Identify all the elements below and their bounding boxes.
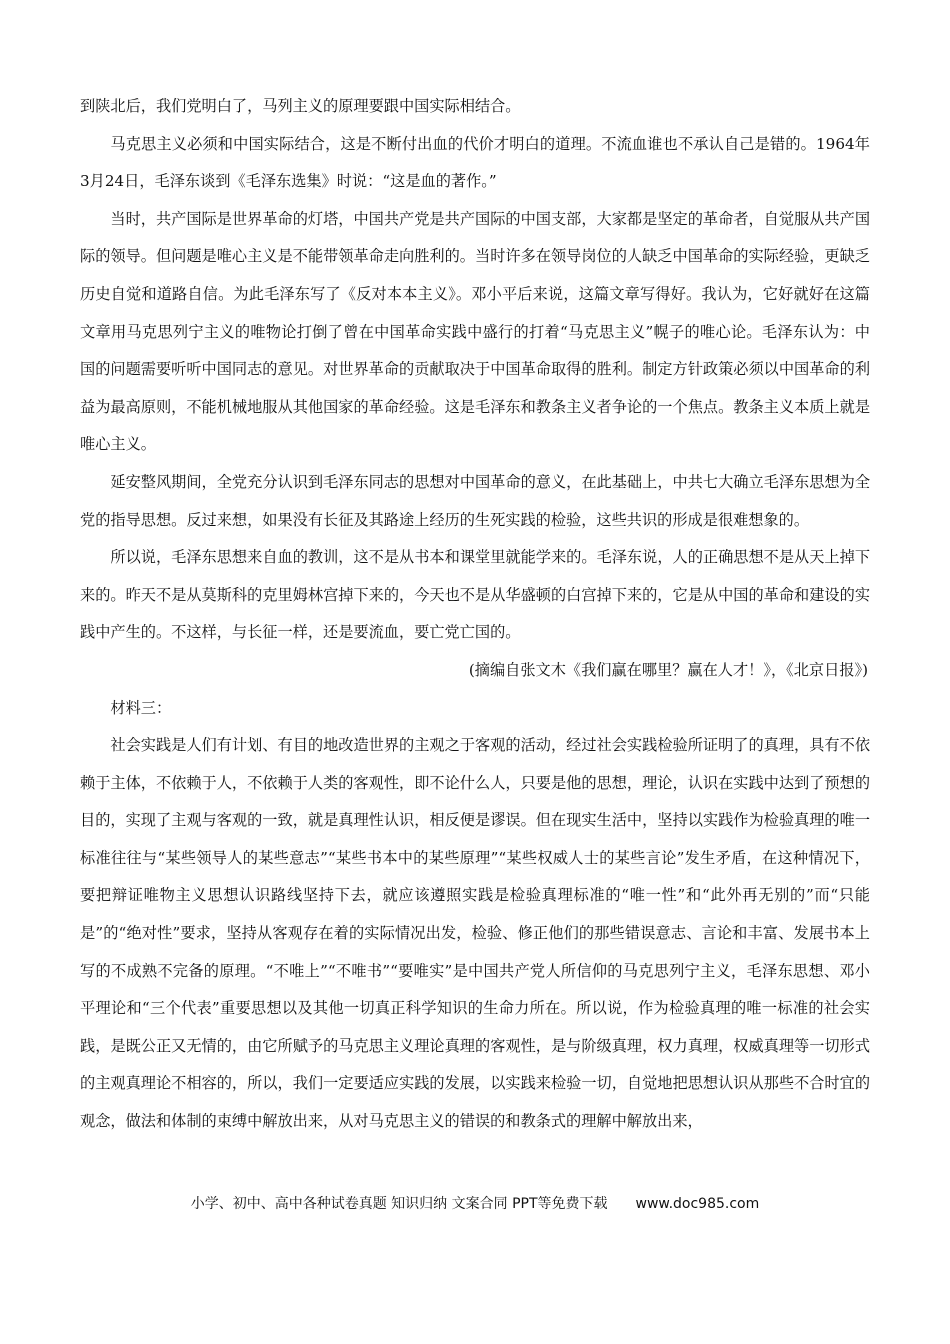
paragraph-5: 所以说，毛泽东思想来自血的教训，这不是从书本和课堂里就能学来的。毛泽东说，人的正确思想不是从天上掉下来的。昨天不是从莫斯科的克里姆林宫掉下来的，今天也不是从华盛顿的白宫掉下来的，它是从中国的革命和建设的实践中产生的。不这样，与长征一样，还是要流血，要亡党亡国的。: [80, 548, 870, 642]
paragraph-material-three: 社会实践是人们有计划、有目的地改造世界的主观之于客观的活动，经过社会实践检验所证明了的真理，具有不依赖于主体，不依赖于人，不依赖于人类的客观性，即不论什么人，只要是他的思想，理论，认识在实践中达到了预想的目的，实现了主观与客观的一致，就是真理性认识，相反便是谬误。但在现实生活中，坚持以实践作为检验真理的唯一标准往往与“某些领导人的某些意志”“某些书本中的某些原理”“某些权威人士的某些言论”发生矛盾，在这种情况下，要把辩证唯物主义思想认识路线坚持下去，就应该遵照实践是检验真理标准的“唯一性”和“此外再无别的”而“只能是”的“绝对性”要求，坚持从客观存在着的实际情况出发，检验、修正他们的那些错误意志、言论和丰富、发展书本上写的不成熟不完备的原理。“不唯上”“不唯书”“要唯实”是中国共产党人所信仰的马克思列宁主义，毛泽东思想、邓小平理论和“三个代表”重要思想以及其他一切真正科学知识的生命力所在。所以说，作为检验真理的唯一标准的社会实践，是既公正又无情的，由它所赋予的马克思主义理论真理的客观性，是与阶级真理，权力真理，权威真理等一切形式的主观真理论不相容的，所以，我们一定要适应实践的发展，以实践来检验一切，自觉地把思想认识从那些不合时宜的观念，做法和体制的束缚中解放出来，从对马克思主义的错误的和教条式的理解中解放出来，: [80, 736, 870, 1131]
page-footer: [0, 1193, 950, 1213]
paragraph-2: 马克思主义必须和中国实际结合，这是不断付出血的代价才明白的道理。不流血谁也不承认自己是错的。1964年3月24日，毛泽东谈到《毛泽东选集》时说：“这是血的著作。”: [80, 134, 870, 191]
source-citation: (摘编自张文木《我们赢在哪里？赢在人才！》，《北京日报》): [468, 660, 868, 679]
footer-text: 小学、初中、高中各种试卷真题 知识归纳 文案合同 PPT等免费下载: [190, 1196, 608, 1212]
paragraph-3: 当时，共产国际是世界革命的灯塔，中国共产党是共产国际的中国支部，大家都是坚定的革命者，自觉服从共产国际的领导。但问题是唯心主义是不能带领革命走向胜利的。当时许多在领导岗位的人缺乏中国革命的实际经验，更缺乏历史自觉和道路自信。为此毛泽东写了《反对本本主义》。邓小平后来说，这篇文章写得好。我认为，它好就好在这篇文章用马克思列宁主义的唯物论打倒了曾在中国革命实践中盛行的打着“马克思主义”幌子的唯心论。毛泽东认为：中国的问题需要听听中国同志的意见。对世界革命的贡献取决于中国革命取得的胜利。制定方针政策必须以中国革命的利益为最高原则，不能机械地服从其他国家的革命经验。这是毛泽东和教条主义者争论的一个焦点。教条主义本质上就是唯心主义。: [80, 209, 870, 454]
document-body: [80, 88, 870, 1141]
paragraph-4: 延安整风期间，全党充分认识到毛泽东同志的思想对中国革命的意义，在此基础上，中共七大确立毛泽东思想为全党的指导思想。反过来想，如果没有长征及其路途上经历的生死实践的检验，这些共识的形成是很难想象的。: [80, 472, 870, 529]
footer-url[interactable]: www.doc985.com: [635, 1196, 760, 1212]
material-three-heading: 材料三：: [110, 698, 172, 717]
paragraph-1: 到陕北后，我们党明白了，马列主义的原理要跟中国实际相结合。: [80, 97, 521, 115]
